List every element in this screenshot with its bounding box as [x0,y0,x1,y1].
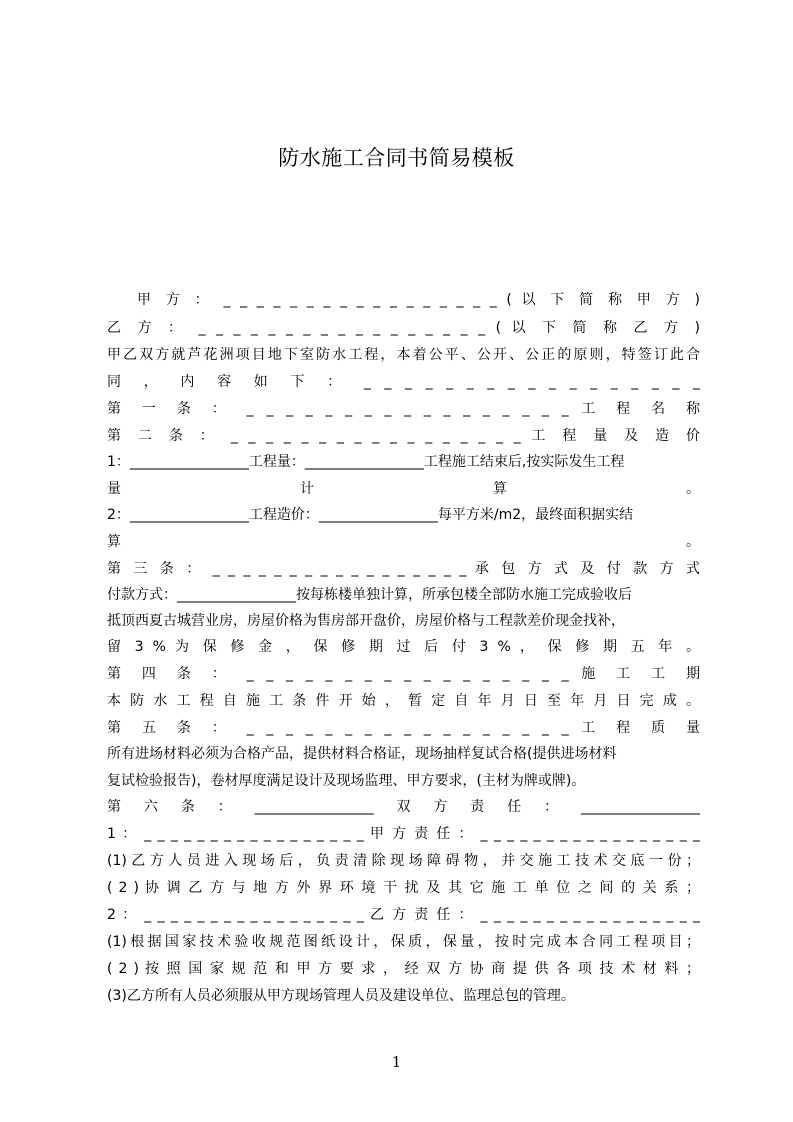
price-line: 算 。 [107,534,700,550]
document-title: 防水施工合同书简易模板 [278,146,515,170]
payment-line: 抵顶西夏古城营业房，房屋价格为售房部开盘价，房屋价格与工程款差价现金找补， [107,613,625,629]
quality-line: 复试检验报告)，卷材厚度满足设计及现场监理、甲方要求，(主材为牌或牌)。 [107,773,586,789]
schedule-line: 本 防 水 工 程 自 施 工 条 件 开 始 ， 暂 定 自 年 月 日 至 年 月 日 完 成 。 [107,693,700,709]
article-5-line: 第 五 条 ： _ _ _ _ _ _ _ _ _ _ _ _ _ _ _ _ _ 工 程 质 量 [107,720,700,736]
quality-line: 所有进场材料必须为合格产品，提供材料合格证，现场抽样复试合格(提供进场材料 [107,746,617,762]
payment-line: 付款方式：_________________按每栋楼单独计算，所承包楼全部防水施工完成验收后 [107,587,632,603]
payment-line: 留 3 % 为 保 修 金 ， 保 修 期 过 后 付 3 % ， 保 修 期 五 年 。 [107,639,700,655]
article-1-line: 第 一 条 ： _ _ _ _ _ _ _ _ _ _ _ _ _ _ _ _ _ 工 程 名 称 [107,401,700,417]
party-a-duty-heading: 1 ： _ _ _ _ _ _ _ _ _ _ _ _ _ _ _ _ _ 甲 方 责 任 ： _ _ _ _ _ _ _ _ _ _ _ _ _ _ _ _ _ [107,826,700,842]
party-b-duty-item: (1)根据国家技术验收规范图纸设计，保质，保量，按时完成本合同工程项目； [107,934,700,950]
party-a-duty-item: ( 2 ) 协 调 乙 方 与 地 方 外 界 环 境 干 扰 及 其 它 施 工 单 位 之 间 的 关 系 ； [107,880,700,896]
article-4-line: 第 四 条 ： _ _ _ _ _ _ _ _ _ _ _ _ _ _ _ _ _ 施 工 工 期 [107,666,700,682]
party-b-duty-item: (3)乙方所有人员必须服从甲方现场管理人员及建设单位、监理总包的管理。 [107,988,575,1004]
preamble-line: 同 ， 内 容 如 下 ： _ _ _ _ _ _ _ _ _ _ _ _ _ _ _ _ _ [107,374,700,390]
page-number: 1 [391,1053,402,1071]
party-b-duty-item: ( 2 ) 按 照 国 家 规 范 和 甲 方 要 求 ， 经 双 方 协 商 提 供 各 项 技 术 材 料 ； [107,961,700,977]
article-2-line: 第 二 条 ： _ _ _ _ _ _ _ _ _ _ _ _ _ _ _ _ _ 工 程 量 及 造 价 [107,428,700,444]
party-a-duty-item: (1) 乙 方 人 员 进 入 现 场 后 ， 负 责 清 除 现 场 障 碍 物 ， 并 交 施 工 技 术 交 底 一 份 ； [107,853,700,869]
quantity-line: 1：_________________工程量：_________________工程施工结束后,按实际发生工程 [107,454,625,470]
party-b-duty-heading: 2 ： _ _ _ _ _ _ _ _ _ _ _ _ _ _ _ _ _ 乙 方 责 任 ： _ _ _ _ _ _ _ _ _ _ _ _ _ _ _ _ _ [107,907,700,923]
article-6-line: 第六条：_________________双方责任：_________________ [107,799,700,815]
article-3-line: 第 三 条 ： _ _ _ _ _ _ _ _ _ _ _ _ _ _ _ _ _ 承 包 方 式 及 付 款 方 式 [107,561,700,577]
party-b-line: 乙 方 ： _ _ _ _ _ _ _ _ _ _ _ _ _ _ _ _ _ ( 以 下 简 称 乙 方 ) [107,320,700,336]
preamble-line: 甲乙双方就芦花洲项目地下室防水工程，本着公平、公开、公正的原则，特签订此合 [107,347,700,363]
quantity-line: 量 计 算 。 [107,481,700,497]
price-line: 2：_________________工程造价：_________________每平方米/m2，最终面积据实结 [107,507,634,523]
party-a-line: 甲 方 ： _ _ _ _ _ _ _ _ _ _ _ _ _ _ _ _ _ ( 以 下 简 称 甲 方 ) [137,292,700,308]
